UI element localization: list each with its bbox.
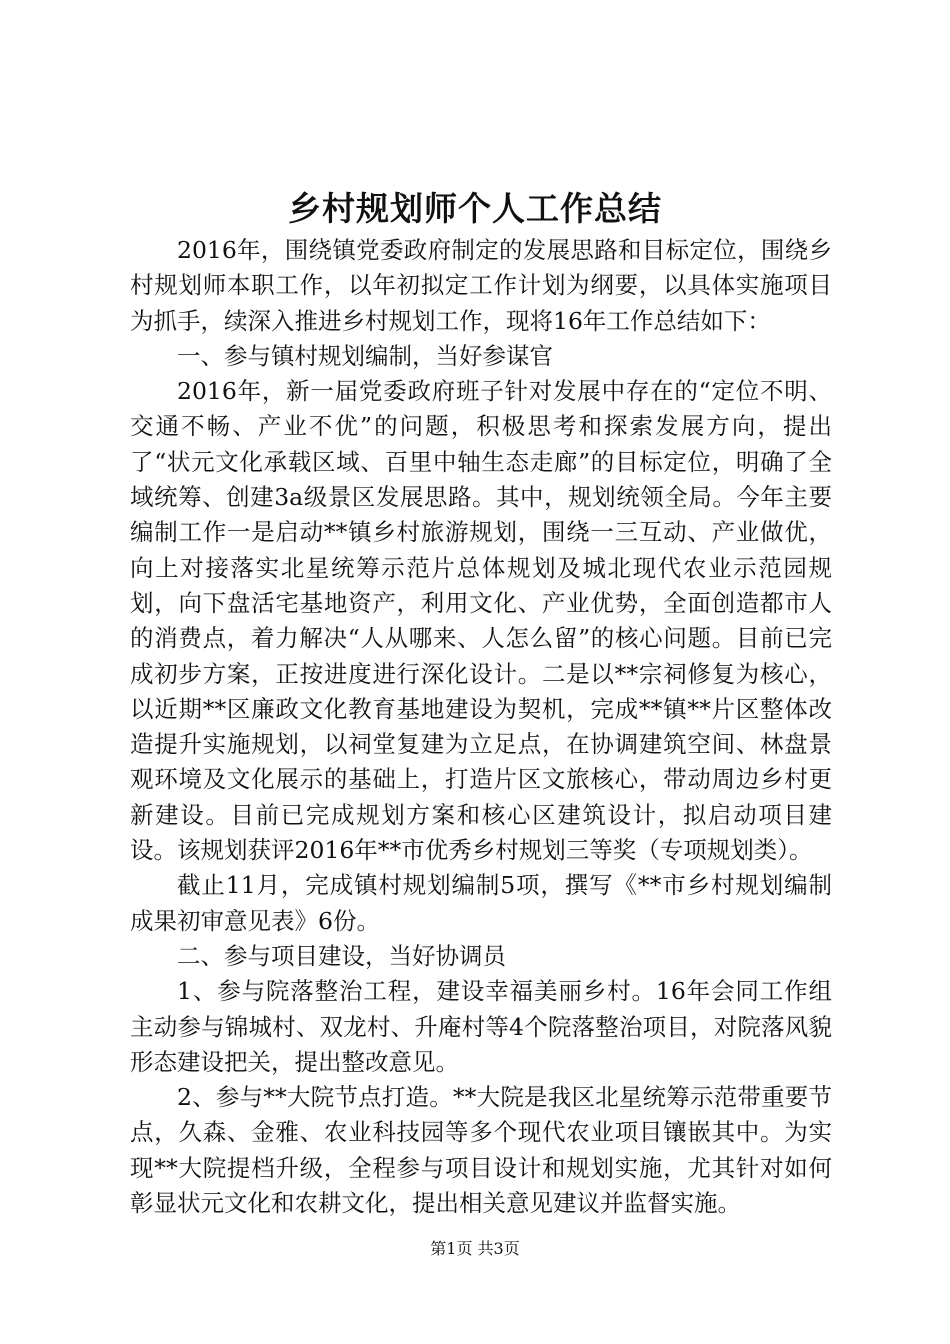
body-paragraph: 2、参与**大院节点打造。**大院是我区北星统筹示范带重要节点，久森、金雅、农业科技园等多个现代农业项目镶嵌其中。为实现**大院提档升级，全程参与项目设计和规划实施，尤其针对如何彰显状元文化和农耕文化，提出相关意见建议并监督实施。 <box>130 1083 832 1218</box>
intro-paragraph: 2016年，围绕镇党委政府制定的发展思路和目标定位，围绕乡村规划师本职工作，以年初拟定工作计划为纲要，以具体实施项目为抓手，续深入推进乡村规划工作，现将16年工作总结如下： <box>130 236 832 335</box>
page-footer: 第1页 共3页 <box>430 1239 520 1258</box>
section-heading-2: 二、参与项目建设，当好协调员 <box>177 941 506 970</box>
document-body <box>130 233 832 1221</box>
section-heading-1: 一、参与镇村规划编制，当好参谋官 <box>177 341 553 370</box>
body-paragraph: 截止11月，完成镇村规划编制5项，撰写《**市乡村规划编制成果初审意见表》6份。 <box>130 871 832 935</box>
body-paragraph: 2016年，新一届党委政府班子针对发展中存在的“定位不明、交通不畅、产业不优”的问题，积极思考和探索发展方向，提出了“状元文化承载区域、百里中轴生态走廊”的目标定位，明确了全域统筹、创建3a级景区发展思路。其中，规划统领全局。今年主要编制工作一是启动**镇乡村旅游规划，围绕一三互动、产业做优，向上对接落实北星统筹示范片总体规划及城北现代农业示范园规划，向下盘活宅基地资产，利用文化、产业优势，全面创造都市人的消费点，着力解决“人从哪来、人怎么留”的核心问题。目前已完成初步方案，正按进度进行深化设计。二是以**宗祠修复为核心，以近期**区廉政文化教育基地建设为契机，完成**镇**片区整体改造提升实施规划，以祠堂复建为立足点，在协调建筑空间、林盘景观环境及文化展示的基础上，打造片区文旅核心，带动周边乡村更新建设。目前已完成规划方案和核心区建筑设计，拟启动项目建设。该规划获评2016年**市优秀乡村规划三等奖（专项规划类）。 <box>130 377 832 865</box>
document-title: 乡村规划师个人工作总结 <box>288 189 662 228</box>
body-paragraph: 1、参与院落整治工程，建设幸福美丽乡村。16年会同工作组主动参与锦城村、双龙村、升庵村等4个院落整治项目，对院落风貌形态建设把关，提出整改意见。 <box>130 977 832 1076</box>
